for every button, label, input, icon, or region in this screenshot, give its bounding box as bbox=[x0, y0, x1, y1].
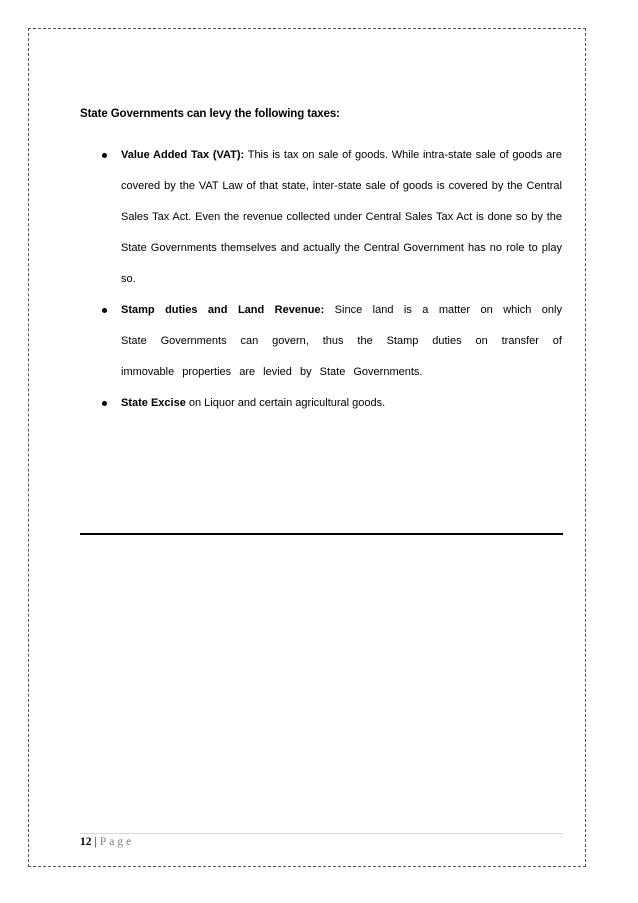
list-item-text: on Liquor and certain agricultural goods. bbox=[185, 397, 386, 409]
footer-separator: | bbox=[94, 836, 97, 848]
page-label: Page bbox=[99, 836, 135, 848]
list-item-title: State Excise bbox=[121, 397, 186, 409]
bullet-icon bbox=[102, 401, 107, 406]
list-item-stamp-duties bbox=[80, 295, 562, 388]
tax-list bbox=[80, 140, 562, 419]
bullet-icon bbox=[102, 308, 107, 313]
list-item-title: Stamp duties and Land Revenue: bbox=[121, 304, 325, 316]
page-footer bbox=[80, 836, 134, 848]
page-number: 12 bbox=[80, 836, 92, 848]
list-item-vat bbox=[80, 140, 562, 295]
list-item-state-excise bbox=[80, 388, 562, 419]
list-item-title: Value Added Tax (VAT): bbox=[121, 149, 245, 161]
section-heading: State Governments can levy the following taxes: bbox=[80, 108, 340, 120]
list-item-text: Since land is a matter on which only State Governments can govern, thus the Stamp duties on transfer of immovable properties are levied by State Governments. bbox=[121, 304, 562, 378]
section-divider bbox=[80, 533, 563, 535]
list-item-text: This is tax on sale of goods. While intra-state sale of goods are covered by the VAT Law of that state, inter-state sale of goods is covered by the Central Sales Tax Act. Even the revenue collected under Central Sales Tax Act is done so by the State Governments themselves and actually the Central Government has no role to play so. bbox=[121, 149, 562, 285]
footer-rule bbox=[80, 833, 563, 834]
bullet-icon bbox=[102, 153, 107, 158]
